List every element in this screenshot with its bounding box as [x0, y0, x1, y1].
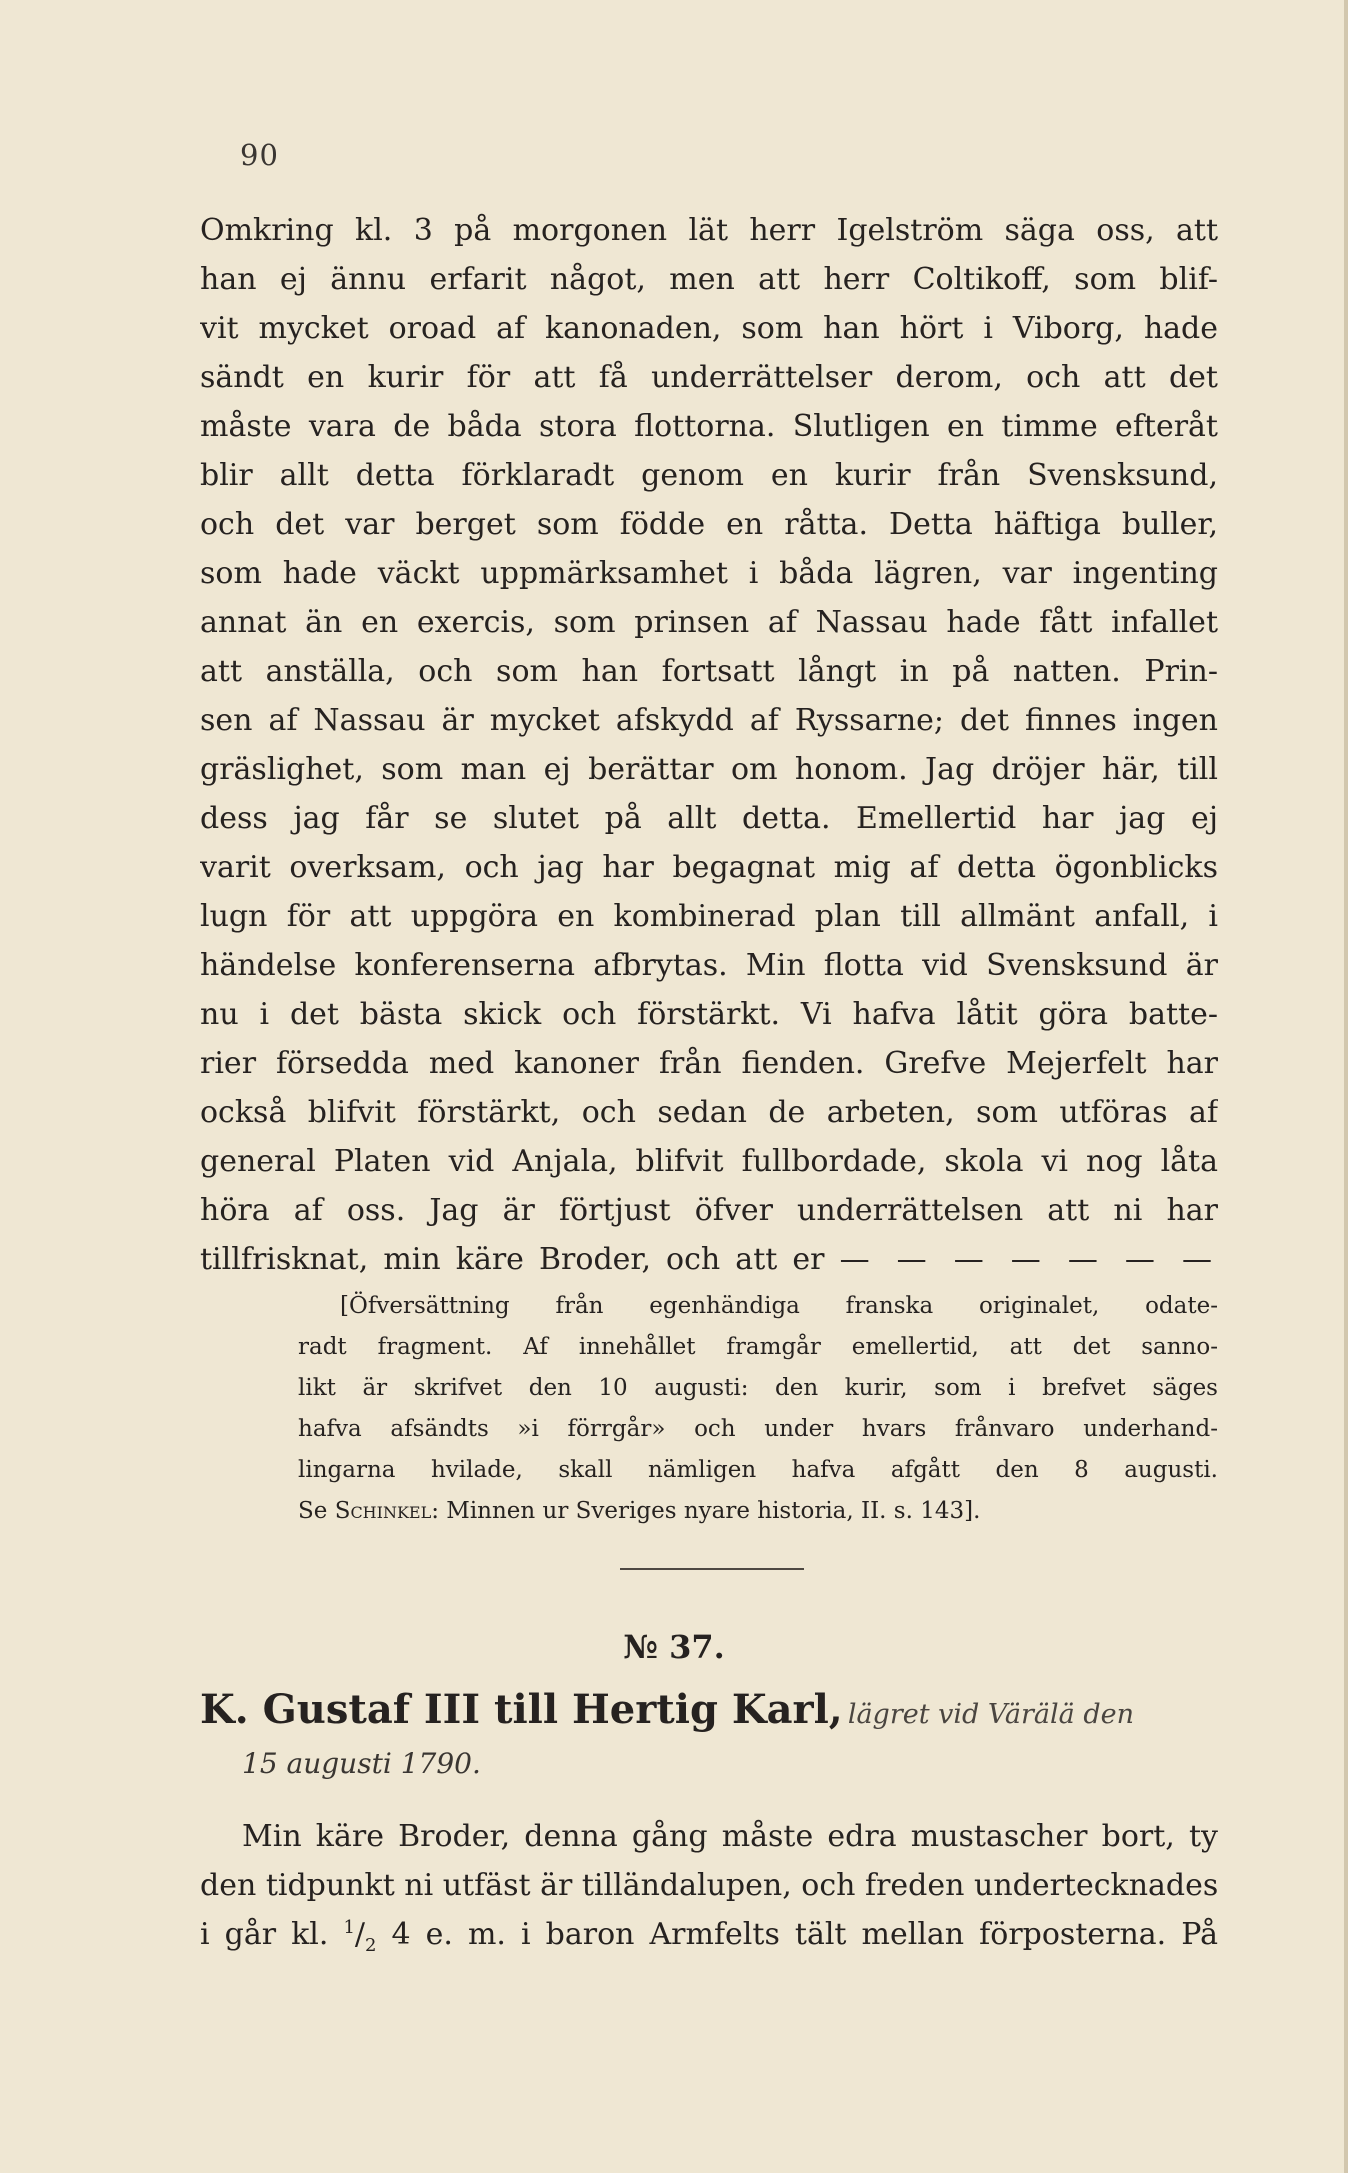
dash-rule: — — — — — — — — [839, 1242, 1218, 1277]
text-line: vit mycket oroad af kanonaden, som han hört i Viborg, hade — [200, 311, 1218, 346]
text-line: händelse konferenserna afbrytas. Min flotta vid Svensksund är — [200, 948, 1218, 983]
text-line: rier försedda med kanoner från fienden. Grefve Mejerfelt har — [200, 1046, 1218, 1081]
editorial-note — [298, 1286, 1218, 1532]
text-line: sen af Nassau är mycket afskydd af Ryssarne; det finnes ingen — [200, 703, 1218, 738]
letter-number: № 37. — [623, 1628, 725, 1666]
note-line: likt är skrifvet den 10 augusti: den kurir, som i brefvet säges — [298, 1375, 1218, 1401]
letter-place: lägret vid Värälä den — [847, 1699, 1134, 1730]
page-edge — [1344, 0, 1348, 2173]
letter-heading — [200, 1683, 1218, 1791]
note-citation — [298, 1491, 1218, 1532]
note-line: [Öfversättning från egenhändiga franska originalet, odate- — [340, 1293, 1218, 1319]
text-line: den tidpunkt ni utfäst är tilländalupen, och freden undertecknades — [200, 1868, 1218, 1903]
letter-body — [200, 1812, 1218, 1959]
text-line: och det var berget som födde en råtta. Detta häftiga buller, — [200, 507, 1218, 542]
text-line: Min käre Broder, denna gång måste edra mustascher bort, ty — [242, 1819, 1218, 1854]
letter-title: K. Gustaf III till Hertig Karl, — [200, 1686, 843, 1733]
citation-rest: : Minnen ur Sveriges nyare historia, II. s. 143]. — [431, 1498, 981, 1524]
text-line: blir allt detta förklaradt genom en kurir från Svensksund, — [200, 458, 1218, 493]
text-line: annat än en exercis, som prinsen af Nassau hade fått infallet — [200, 605, 1218, 640]
body-text — [200, 206, 1218, 1284]
text-fragment: i går kl. — [200, 1917, 329, 1952]
letter-date: 15 augusti 1790. — [242, 1747, 481, 1780]
text-line: gräslighet, som man ej berättar om honom. Jag dröjer här, till — [200, 752, 1218, 787]
text-line: nu i det bästa skick och förstärkt. Vi hafva låtit göra batte- — [200, 997, 1218, 1032]
citation-prefix: Se — [298, 1498, 328, 1524]
text-line: måste vara de båda stora flottorna. Slutligen en timme efteråt — [200, 409, 1218, 444]
text-line: att anställa, och som han fortsatt långt in på natten. Prin- — [200, 654, 1218, 689]
text-line: han ej ännu erfarit något, men att herr Coltikoff, som blif- — [200, 262, 1218, 297]
text-line: sändt en kurir för att få underrättelser derom, och att det — [200, 360, 1218, 395]
text-line: dess jag får se slutet på allt detta. Emellertid har jag ej — [200, 801, 1218, 836]
text-line: varit overksam, och jag har begagnat mig af detta ögonblicks — [200, 850, 1218, 885]
text-line: lugn för att uppgöra en kombinerad plan till allmänt anfall, i — [200, 899, 1218, 934]
text-line: höra af oss. Jag är förtjust öfver underrättelsen att ni har — [200, 1193, 1218, 1228]
text-line: i går kl. $^1/_2$ 4 e. m. i baron Armfelts tält mellan förposterna. På — [200, 1917, 1218, 1956]
note-line: radt fragment. Af innehållet framgår emellertid, att det sanno- — [298, 1334, 1218, 1360]
text-line: som hade väckt uppmärksamhet i båda lägren, var ingenting — [200, 556, 1218, 591]
note-line: lingarna hvilade, skall nämligen hafva afgått den 8 augusti. — [298, 1457, 1218, 1483]
fraction-denominator: 2 — [365, 1935, 377, 1956]
citation-author: Schinkel — [334, 1498, 432, 1524]
fraction-numerator: 1 — [343, 1917, 355, 1938]
section-divider — [620, 1568, 804, 1570]
text-line-with-dashes — [200, 1235, 1218, 1284]
heading-line — [200, 1683, 1218, 1737]
page-number: 90 — [240, 138, 279, 172]
text-line: general Platen vid Anjala, blifvit fullbordade, skola vi nog låta — [200, 1144, 1218, 1179]
text-line: också blifvit förstärkt, och sedan de arbeten, som utföras af — [200, 1095, 1218, 1130]
text-fragment: 4 e. m. i baron Armfelts tält mellan förposterna. På — [391, 1917, 1218, 1952]
note-line: hafva afsändts »i förrgår» och under hvars frånvaro underhand- — [298, 1416, 1218, 1442]
text-fragment: tillfrisknat, min käre Broder, och att er — [200, 1242, 825, 1277]
text-line: Omkring kl. 3 på morgonen lät herr Igelström säga oss, att — [200, 213, 1218, 248]
